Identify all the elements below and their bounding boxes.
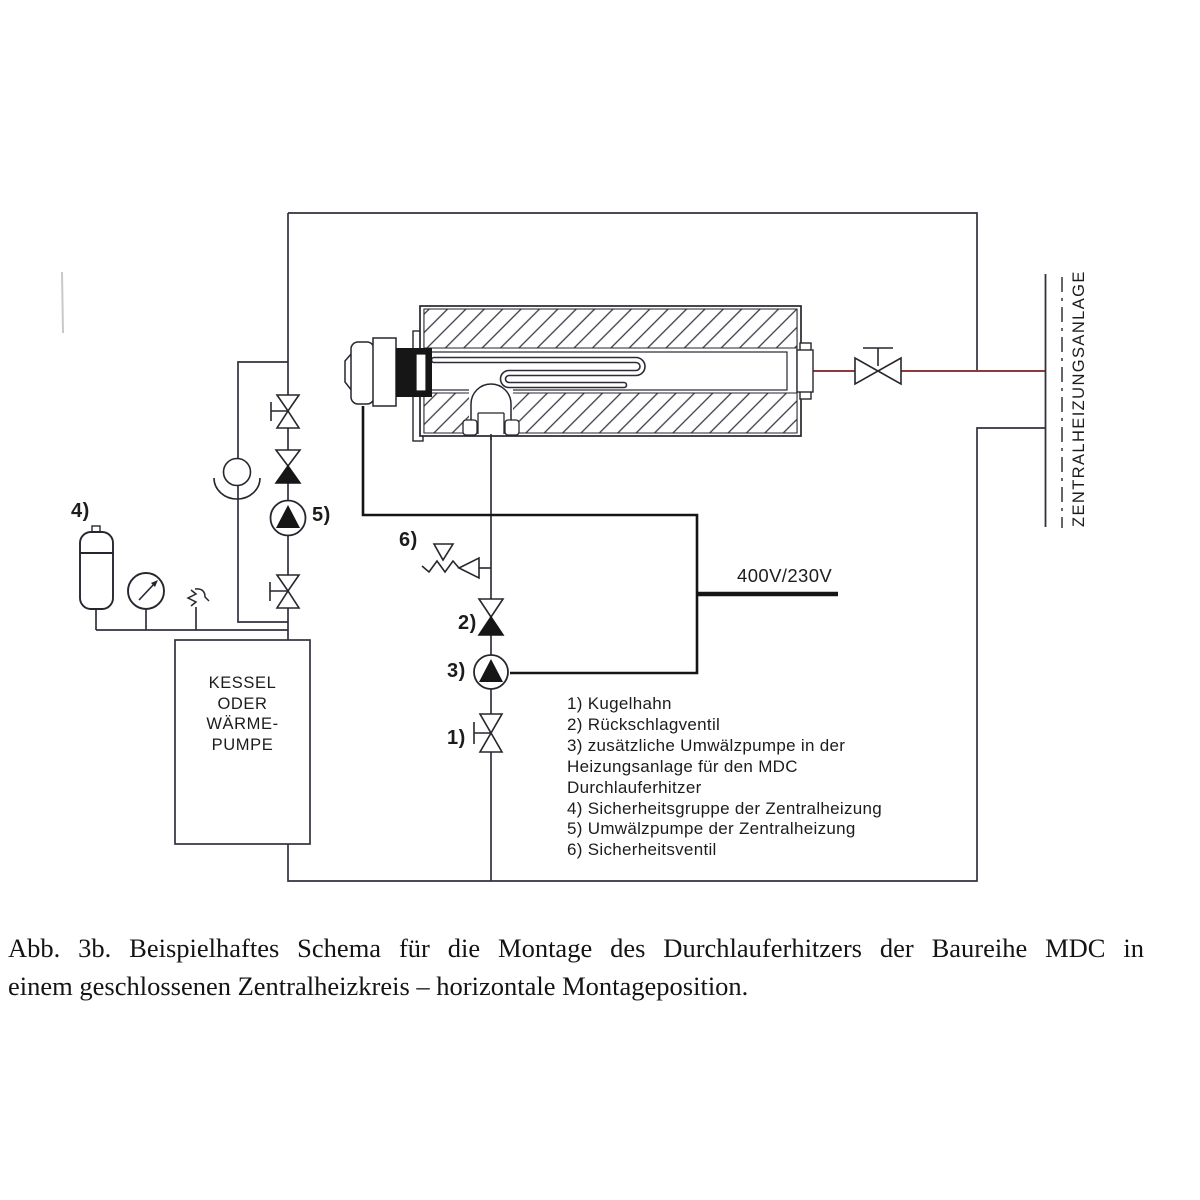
legend (567, 694, 882, 861)
legend-line: 2) Rückschlagventil (567, 714, 721, 734)
safety-group-line (96, 607, 288, 630)
legend-line: 5) Umwälzpumpe der Zentralheizung (567, 819, 856, 839)
heater-assembly (345, 306, 813, 441)
boiler-label-line: ODER (217, 694, 268, 713)
boiler-label-line: PUMPE (211, 735, 274, 754)
heater-outlet-fitting (797, 343, 813, 399)
figure-caption-line2: einem geschlossenen Zentralheizkreis – horizontale Montageposition. (8, 971, 749, 1001)
callout-1: 1) (447, 727, 466, 749)
left-riser-fittings (270, 395, 306, 608)
head-black-ring (396, 348, 409, 397)
legend-line: Durchlauferhitzer (567, 777, 702, 797)
check-valve-left (276, 450, 300, 483)
callout-6: 6) (399, 529, 418, 551)
pressure-gauge (128, 573, 164, 609)
supply-ball-valve (855, 348, 901, 384)
head-end-cap (351, 342, 374, 404)
power-wiring (363, 406, 838, 673)
legend-line: 6) Sicherheitsventil (567, 840, 717, 860)
head-seal-slot (416, 354, 426, 391)
central-heating-interface (1046, 274, 1063, 528)
safety-group (80, 526, 209, 609)
callout-3: 3) (447, 660, 466, 682)
group-safety-valve (188, 589, 209, 606)
central-heating-system-label: ZENTRALHEIZUNGSANLAGE (1070, 270, 1088, 527)
insulation-hatch-top (424, 309, 797, 348)
circulation-pump-5 (271, 501, 306, 536)
legend-line: 1) Kugelhahn (567, 694, 672, 713)
ball-valve-1 (474, 714, 502, 752)
legend-line: 4) Sicherheitsgruppe der Zentralheizung (567, 798, 883, 818)
boiler-label-line: KESSEL (208, 674, 277, 692)
boiler-label (175, 673, 310, 755)
circulation-pump-3 (474, 655, 508, 689)
callout-4: 4) (71, 500, 90, 522)
heater-bottom-port (463, 381, 519, 440)
callout-2: 2) (458, 612, 477, 634)
scan-artifact-line (62, 272, 63, 333)
middle-line-fittings (422, 544, 508, 752)
figure-caption-line1: Abb. 3b. Beispielhaftes Schema für die Montage des Durchlauferhitzers der Baureihe MDC in (8, 933, 1144, 963)
expansion-vessel (80, 526, 113, 609)
safety-valve-6 (422, 544, 491, 578)
heater-electric-head (345, 338, 432, 406)
power-rating-label: 400V/230V (737, 565, 833, 586)
air-vent (214, 459, 260, 500)
check-valve-2 (479, 599, 503, 635)
boiler-label-line: WÄRME- (206, 715, 279, 734)
shutoff-valve-left-top (271, 395, 299, 428)
callout-5: 5) (312, 504, 331, 526)
legend-line: 3) zusätzliche Umwälzpumpe in der (567, 735, 846, 755)
head-body-cylinder (373, 338, 396, 406)
shutoff-valve-left-bottom (270, 575, 299, 608)
legend-line: Heizungsanlage für den MDC (567, 756, 798, 776)
